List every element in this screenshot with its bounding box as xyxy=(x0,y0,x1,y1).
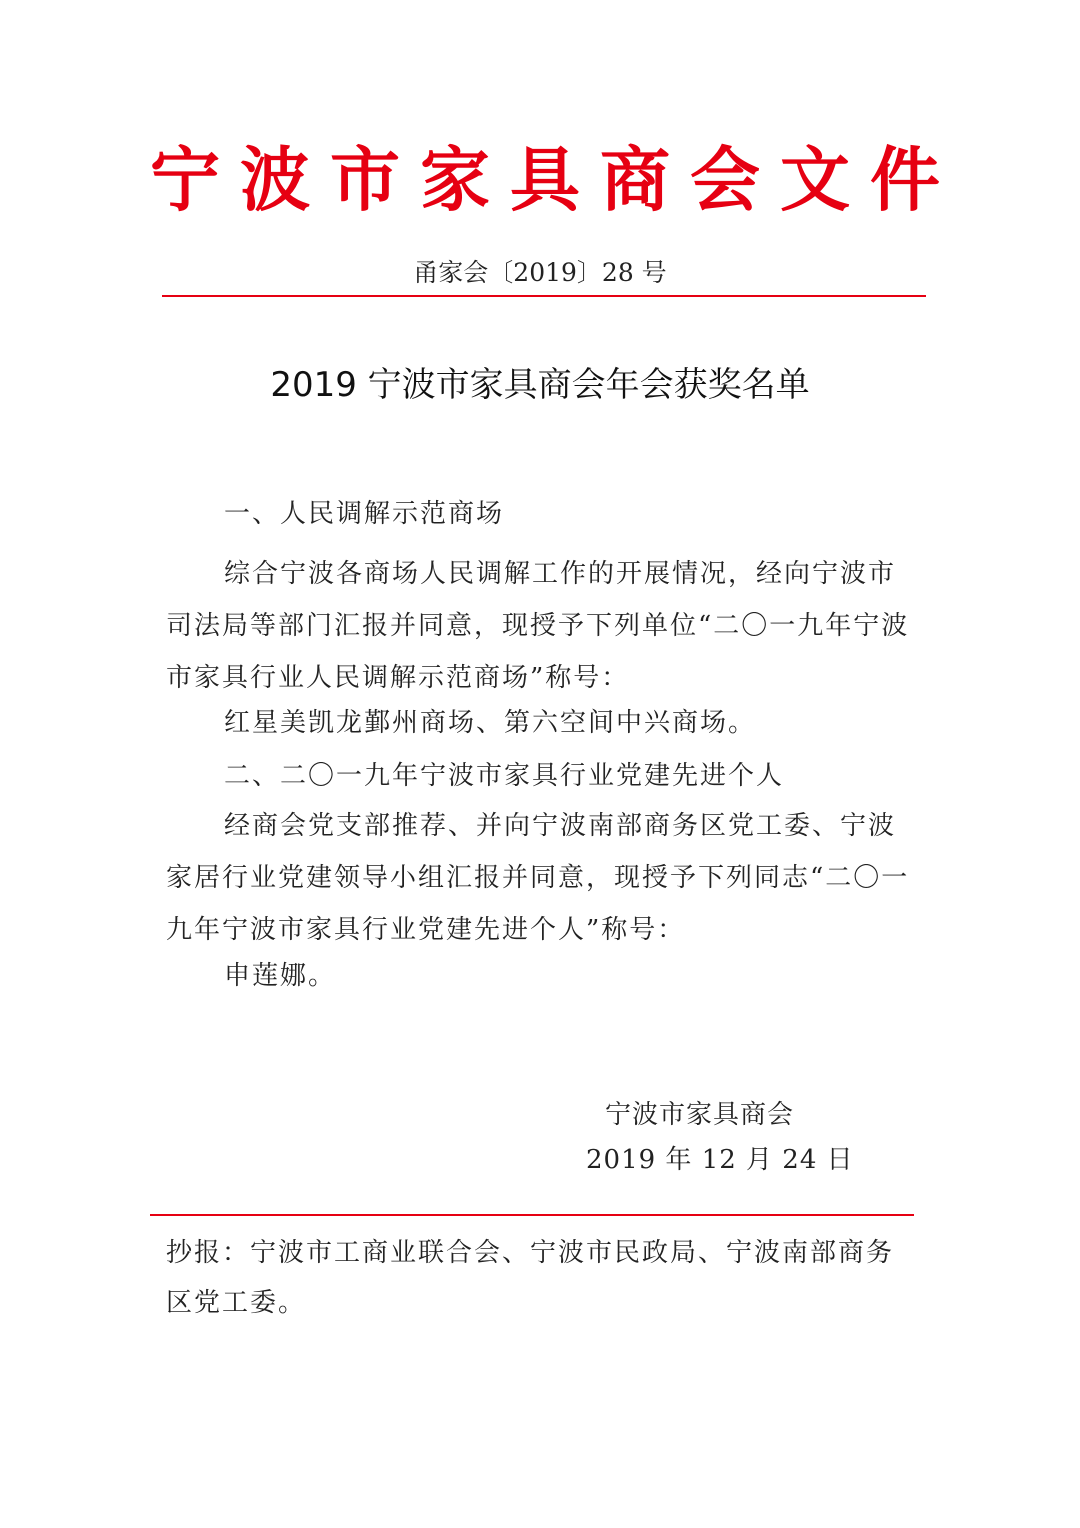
signature-date: 2019 年 12 月 24 日 xyxy=(586,1145,854,1175)
footer-divider xyxy=(150,1214,914,1216)
page-title: 2019 宁波市家具商会年会获奖名单 xyxy=(270,365,810,405)
section-heading: 一、人民调解示范商场 xyxy=(224,499,505,529)
awardee-list: 红星美凯龙鄞州商场、第六空间中兴商场。 xyxy=(224,708,757,738)
header-divider xyxy=(162,295,926,297)
signature-organization: 宁波市家具商会 xyxy=(605,1100,795,1130)
cc-recipients: 抄报：宁波市工商业联合会、宁波市民政局、宁波南部商务区党工委。 xyxy=(166,1238,895,1318)
document-number: 甬家会〔2019〕28 号 xyxy=(413,258,667,287)
section-paragraph: 经商会党支部推荐、并向宁波南部商务区党工委、宁波家居行业党建领导小组汇报并同意，现授予下列同志“二〇一九年宁波市家具行业党建先进个人”称号： xyxy=(166,811,910,945)
section-heading: 二、二〇一九年宁波市家具行业党建先进个人 xyxy=(224,761,785,791)
awardee-list: 申莲娜。 xyxy=(224,961,337,991)
document-header-title: 宁波市家具商会文件 xyxy=(150,139,960,221)
section-paragraph: 综合宁波各商场人民调解工作的开展情况，经向宁波市司法局等部门汇报并同意，现授予下列单位“二〇一九年宁波市家具行业人民调解示范商场”称号： xyxy=(166,559,910,693)
